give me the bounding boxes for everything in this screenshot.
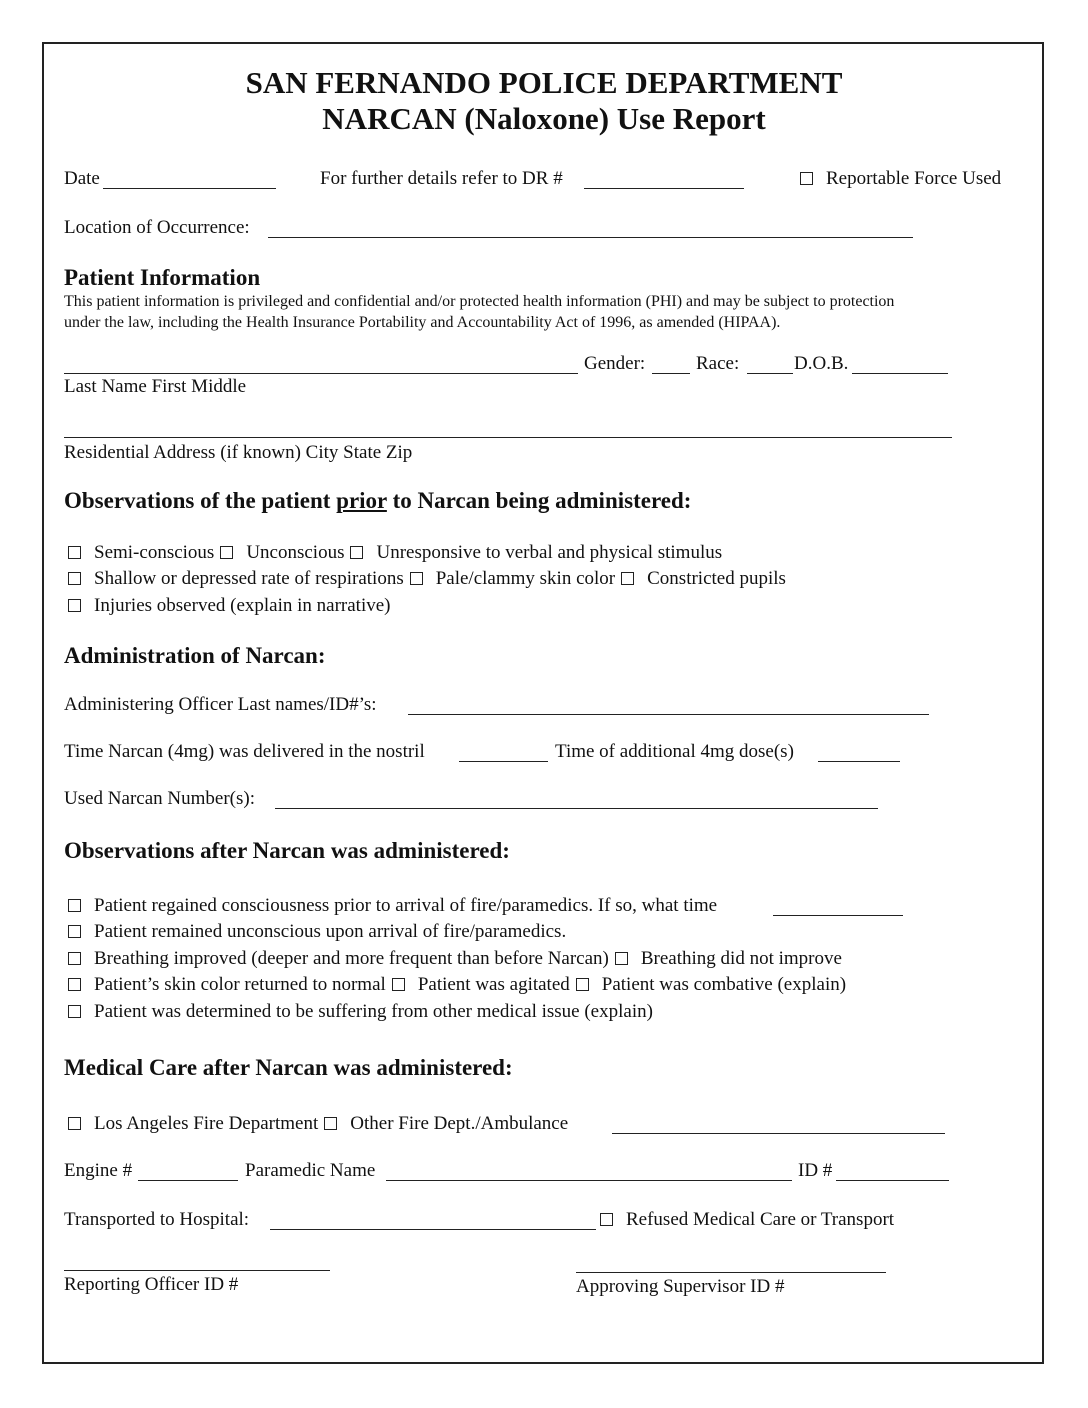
breathing-improved-checkbox[interactable] <box>68 952 81 965</box>
prior-row-3 <box>68 595 391 617</box>
breathing-improved-label: Breathing improved (deeper and more frequent than before Narcan) <box>94 948 609 969</box>
location-field[interactable] <box>268 237 913 238</box>
other-fire-dept-field[interactable] <box>612 1133 945 1134</box>
semi-conscious-checkbox[interactable] <box>68 546 81 559</box>
dr-label: For further details refer to DR # <box>320 168 563 189</box>
engine-field[interactable] <box>138 1180 238 1181</box>
fire-department-row <box>68 1113 568 1135</box>
gender-field[interactable] <box>652 373 690 374</box>
prior-observations-heading <box>64 487 691 515</box>
used-narcan-label: Used Narcan Number(s): <box>64 788 255 809</box>
administration-heading: Administration of Narcan: <box>64 643 326 668</box>
hospital-field[interactable] <box>270 1229 596 1230</box>
administering-officer-label: Administering Officer Last names/ID#’s: <box>64 694 377 715</box>
other-fire-dept-label: Other Fire Dept./Ambulance <box>350 1113 569 1134</box>
department-title: SAN FERNANDO POLICE DEPARTMENT <box>245 65 843 100</box>
additional-dose-field[interactable] <box>818 761 900 762</box>
semi-conscious-label: Semi-conscious <box>94 542 215 563</box>
date-field[interactable] <box>103 188 276 189</box>
prior-heading-emphasis: prior <box>336 488 387 513</box>
medical-care-heading: Medical Care after Narcan was administered: <box>64 1055 513 1080</box>
delivery-time-field[interactable] <box>459 761 548 762</box>
other-medical-issue-label: Patient was determined to be suffering from other medical issue (explain) <box>94 1001 653 1022</box>
after-observations-heading: Observations after Narcan was administered: <box>64 838 510 863</box>
delivery-time-label: Time Narcan (4mg) was delivered in the nostril <box>64 741 425 762</box>
engine-label: Engine # <box>64 1160 133 1181</box>
breathing-not-improved-label: Breathing did not improve <box>640 948 842 969</box>
reporting-officer-signature-field[interactable] <box>64 1270 330 1271</box>
after-row-2 <box>68 921 566 943</box>
regained-time-field[interactable] <box>773 915 903 916</box>
agitated-checkbox[interactable] <box>392 978 405 991</box>
dr-number-field[interactable] <box>584 188 744 189</box>
address-caption: Residential Address (if known) City State Zip <box>64 442 413 463</box>
paramedic-id-label: ID # <box>798 1160 833 1181</box>
paramedic-id-field[interactable] <box>836 1180 949 1181</box>
reporting-officer-label: Reporting Officer ID # <box>64 1274 239 1295</box>
administering-officer-field[interactable] <box>408 714 929 715</box>
regained-consciousness-label: Patient regained consciousness prior to arrival of fire/paramedics. If so, what time <box>94 895 718 916</box>
injuries-observed-checkbox[interactable] <box>68 599 81 612</box>
additional-dose-label: Time of additional 4mg dose(s) <box>555 741 794 762</box>
phi-notice-line-1: This patient information is privileged and confidential and/or protected health information (PHI) and may be subject to protection <box>64 293 895 310</box>
breathing-not-improved-checkbox[interactable] <box>615 952 628 965</box>
location-label: Location of Occurrence: <box>64 217 250 238</box>
prior-heading-part-2: to Narcan being administered: <box>386 488 692 513</box>
combative-label: Patient was combative (explain) <box>601 974 847 995</box>
race-field[interactable] <box>747 373 793 374</box>
shallow-respirations-label: Shallow or depressed rate of respirations <box>94 568 404 589</box>
other-fire-dept-checkbox[interactable] <box>324 1117 337 1130</box>
approving-supervisor-signature-field[interactable] <box>576 1272 886 1273</box>
approving-supervisor-label: Approving Supervisor ID # <box>576 1276 785 1297</box>
constricted-pupils-label: Constricted pupils <box>647 568 786 589</box>
refused-care-option <box>600 1209 894 1231</box>
phi-notice-line-2: under the law, including the Health Insurance Portability and Accountability Act of 1996, as amended (HIPAA). <box>64 314 781 331</box>
agitated-label: Patient was agitated <box>417 974 570 995</box>
patient-name-field[interactable] <box>64 373 578 374</box>
patient-name-caption: Last Name First Middle <box>64 376 247 397</box>
reportable-force-label: Reportable Force Used <box>826 168 1002 189</box>
dob-label: D.O.B. <box>794 353 849 374</box>
prior-row-1 <box>68 542 722 564</box>
unresponsive-label: Unresponsive to verbal and physical stimulus <box>376 542 723 563</box>
paramedic-name-field[interactable] <box>386 1180 792 1181</box>
skin-color-normal-label: Patient’s skin color returned to normal <box>94 974 386 995</box>
unconscious-label: Unconscious <box>246 542 345 563</box>
pale-skin-checkbox[interactable] <box>410 572 423 585</box>
race-label: Race: <box>696 353 740 374</box>
address-field[interactable] <box>64 437 952 438</box>
paramedic-label: Paramedic Name <box>245 1160 376 1181</box>
unconscious-checkbox[interactable] <box>220 546 233 559</box>
after-row-3 <box>68 948 842 970</box>
skin-color-normal-checkbox[interactable] <box>68 978 81 991</box>
after-row-4 <box>68 974 846 996</box>
other-medical-issue-checkbox[interactable] <box>68 1005 81 1018</box>
pale-skin-label: Pale/clammy skin color <box>435 568 616 589</box>
hospital-label: Transported to Hospital: <box>64 1209 250 1230</box>
used-narcan-field[interactable] <box>275 808 878 809</box>
report-title: NARCAN (Naloxone) Use Report <box>322 101 766 136</box>
constricted-pupils-checkbox[interactable] <box>621 572 634 585</box>
reportable-force-option[interactable] <box>800 168 1001 190</box>
remained-unconscious-checkbox[interactable] <box>68 925 81 938</box>
date-label: Date <box>64 168 100 189</box>
after-row-1 <box>68 895 717 917</box>
patient-info-heading: Patient Information <box>64 265 261 290</box>
prior-row-2 <box>68 568 786 590</box>
lafd-label: Los Angeles Fire Department <box>94 1113 319 1134</box>
injuries-observed-label: Injuries observed (explain in narrative) <box>94 595 391 616</box>
prior-heading-part-1: Observations of the patient <box>64 488 337 513</box>
refused-care-checkbox[interactable] <box>600 1213 613 1226</box>
remained-unconscious-label: Patient remained unconscious upon arrival of fire/paramedics. <box>94 921 567 942</box>
dob-field[interactable] <box>852 373 948 374</box>
after-row-5 <box>68 1001 653 1023</box>
combative-checkbox[interactable] <box>576 978 589 991</box>
reportable-force-checkbox[interactable] <box>800 172 813 185</box>
unresponsive-checkbox[interactable] <box>350 546 363 559</box>
refused-care-label: Refused Medical Care or Transport <box>626 1209 895 1230</box>
lafd-checkbox[interactable] <box>68 1117 81 1130</box>
regained-consciousness-checkbox[interactable] <box>68 899 81 912</box>
shallow-respirations-checkbox[interactable] <box>68 572 81 585</box>
gender-label: Gender: <box>584 353 646 374</box>
